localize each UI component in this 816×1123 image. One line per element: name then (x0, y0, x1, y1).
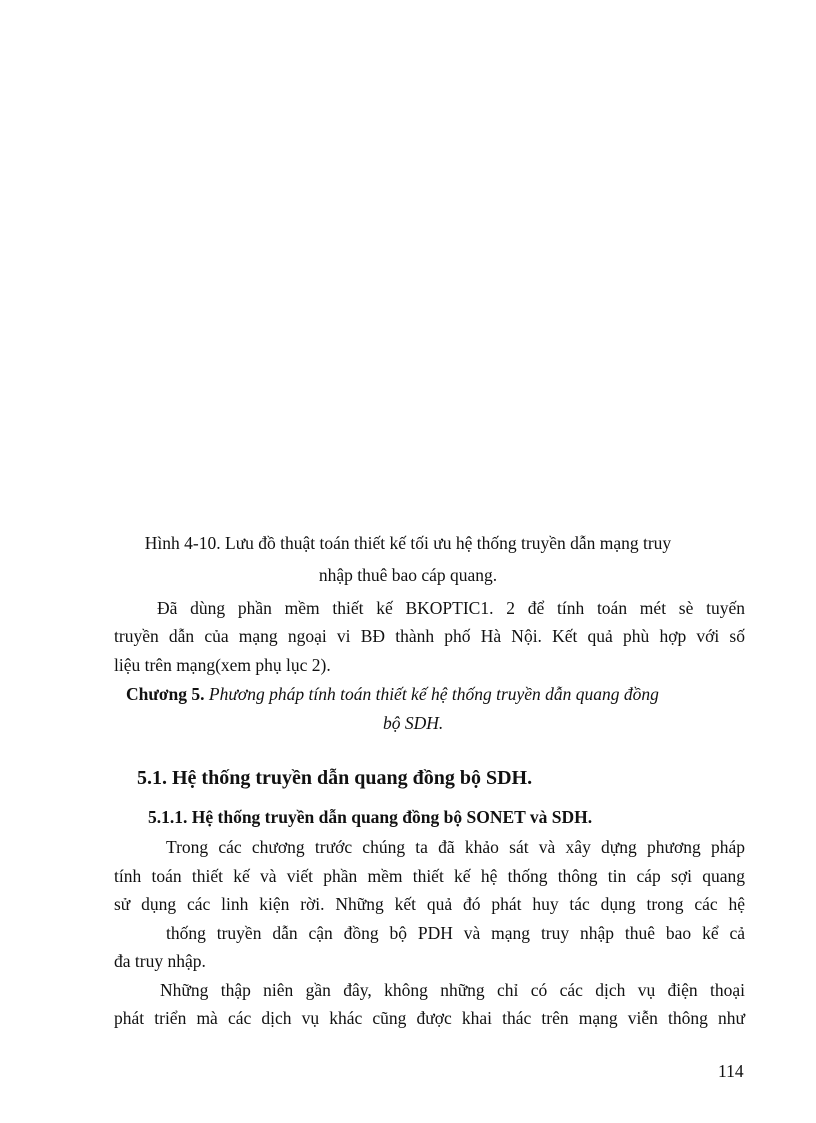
paragraph-1-line-1: Trong các chương trước chúng ta đã khảo sát và xây dựng phương pháp (166, 837, 745, 857)
paragraph-1-line-2: tính toán thiết kế và viết phần mềm thiết kế hệ thống thông tin cáp sợi quang (114, 866, 745, 886)
section-heading-5-1-1: 5.1.1. Hệ thống truyền dẫn quang đồng bộ SONET và SDH. (148, 807, 593, 827)
intro-paragraph-line-1: Đã dùng phần mềm thiết kế BKOPTIC1. 2 để tính toán mét sè tuyến (157, 598, 745, 618)
paragraph-1-line-4: thống truyền dẫn cận đồng bộ PDH và mạng truy nhập thuê bao kể cả (166, 923, 745, 943)
figure-caption-line-2: nhập thuê bao cáp quang. (318, 565, 498, 585)
intro-paragraph-line-2: truyền dẫn của mạng ngoại vi BĐ thành phố Hà Nội. Kết quả phù hợp với số (114, 626, 745, 646)
figure-caption-line-1: Hình 4-10. Lưu đồ thuật toán thiết kế tối ưu hệ thống truyền dẫn mạng truy (144, 533, 672, 553)
paragraph-2-line-1: Những thập niên gần đây, không những chỉ có các dịch vụ điện thoại (160, 980, 745, 1000)
intro-paragraph-line-3: liệu trên mạng(xem phụ lục 2). (114, 655, 331, 675)
paragraph-1-line-3: sử dụng các linh kiện rời. Những kết quả đó phát huy tác dụng trong các hệ (114, 894, 745, 914)
chapter-title-line-2: bộ SDH. (383, 713, 444, 733)
section-heading-5-1: 5.1. Hệ thống truyền dẫn quang đồng bộ SDH. (137, 767, 533, 789)
page-number: 114 (718, 1061, 744, 1081)
chapter-heading (126, 682, 659, 706)
paragraph-1-line-5: đa truy nhập. (114, 951, 206, 971)
chapter-label: Chương 5. (126, 684, 205, 704)
chapter-title-line-1: Phương pháp tính toán thiết kế hệ thống truyền dẫn quang đồng (208, 684, 659, 704)
paragraph-2-line-2: phát triển mà các dịch vụ khác cũng được khai thác trên mạng viễn thông như (114, 1008, 745, 1028)
